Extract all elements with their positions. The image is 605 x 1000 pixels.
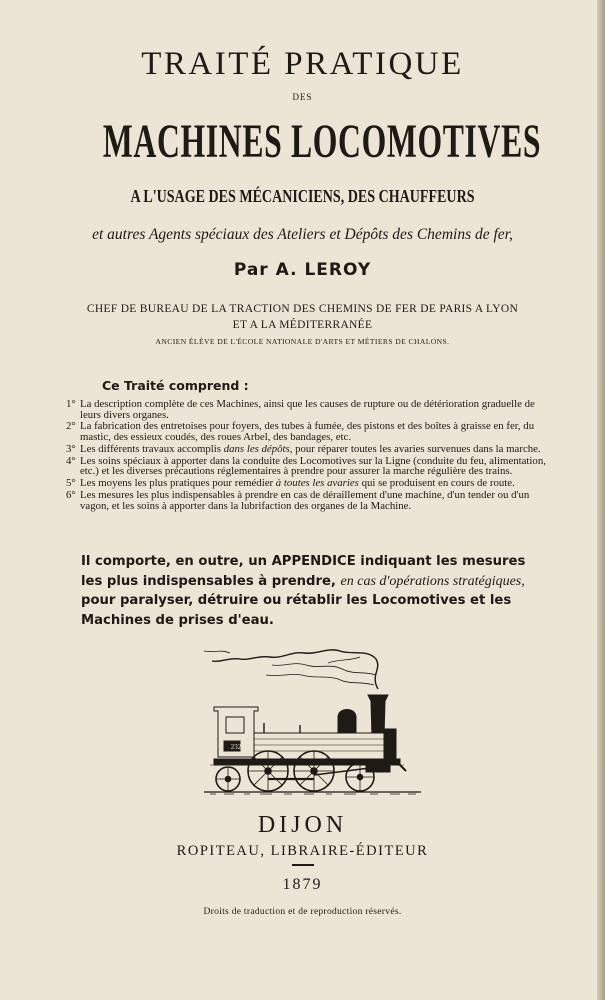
author-role-line2: ET A LA MÉDITERRANÉE xyxy=(232,319,373,331)
appendix-text-end: pour paralyser, détruire ou rétablir les Locomotives et les Machines de prises d'eau. xyxy=(81,593,512,628)
list-item-number: 5° xyxy=(66,477,76,490)
rights-notice: Droits de traduction et de reproduction réservés. xyxy=(203,907,402,917)
list-item xyxy=(66,399,556,420)
list-item-number: 2° xyxy=(66,420,76,433)
list-item-number: 1° xyxy=(66,398,76,410)
author-role-line1: CHEF DE BUREAU DE LA TRACTION DES CHEMINS DE FER DE PARIS A LYON xyxy=(86,303,519,315)
appendix-paragraph xyxy=(81,552,543,630)
list-item-emphasis: à toutes les avaries xyxy=(275,477,359,490)
divider xyxy=(292,864,314,866)
list-item-number: 4° xyxy=(66,454,76,467)
list-item-text-end: , pour réparer toutes les avaries survenues dans la marche. xyxy=(289,442,541,455)
subtitle-usage: A L'USAGE DES MÉCANICIENS, DES CHAUFFEURS xyxy=(130,186,475,206)
publication-year: 1879 xyxy=(282,876,323,893)
list-item-text: La description complète de ces Machines, ainsi que les causes de rupture ou de détérioration graduelle de leurs divers organes. xyxy=(80,398,535,421)
list-item-number: 6° xyxy=(66,489,76,502)
list-item-text: Les mesures les plus indispensables à prendre en cas de déraillement d'une machine, d'un tender ou d'un vagon, et les soins à apporter dans la lubrifaction des organes de la Machine. xyxy=(80,489,530,512)
list-item-text: Les soins spéciaux à apporter dans la conduite des Locomotives sur la Ligne (conduite du feu, alimentation, etc.) et les diverses précautions réglementaires à prendre pour assurer la marche régulière des trains. xyxy=(80,454,546,478)
author-byline: Par A. LEROY xyxy=(233,260,372,280)
list-item xyxy=(66,456,556,477)
locomotive-engraving-icon xyxy=(200,645,425,795)
list-item xyxy=(66,421,556,442)
publisher-name: ROPITEAU, LIBRAIRE-ÉDITEUR xyxy=(176,843,429,859)
list-item-text: Les moyens les plus pratiques pour remédier xyxy=(80,477,276,490)
main-title: MACHINES LOCOMOTIVES xyxy=(102,115,542,168)
contents-heading: Ce Traité comprend : xyxy=(102,378,249,393)
publisher-city: DIJON xyxy=(257,812,348,838)
subtitle-agents: et autres Agents spéciaux des Ateliers et Dépôts des Chemins de fer, xyxy=(92,226,513,243)
list-item-emphasis: dans les dépôts xyxy=(223,442,290,455)
author-role xyxy=(0,301,605,333)
list-item-text: Les différents travaux accomplis xyxy=(80,442,224,455)
list-item-number: 3° xyxy=(66,442,76,455)
author-school: ANCIEN ÉLÈVE DE L'ÉCOLE NATIONALE D'ARTS ET MÉTIERS DE CHALONS. xyxy=(155,337,450,346)
appendix-text: Il comporte, en outre, un APPENDICE indiquant les mesures les plus indispensables à prendre, xyxy=(81,554,526,589)
appendix-emphasis: en cas d'opérations stratégiques, xyxy=(340,573,525,589)
title-line-des: DES xyxy=(292,92,313,102)
contents-list xyxy=(66,399,556,513)
list-item xyxy=(66,444,556,455)
list-item-text: La fabrication des entretoises pour foyers, des tubes à fumée, des pistons et des boîtes à graisse en fer, du mastic, des essieux coudés, des roues Arbel, des bandages, etc. xyxy=(80,420,535,444)
list-item-text-end: qui se produisent en cours de route. xyxy=(358,477,515,490)
list-item xyxy=(66,478,556,489)
plate-number: 232 xyxy=(230,743,242,751)
title-line-traite: TRAITÉ PRATIQUE xyxy=(141,46,464,82)
list-item xyxy=(66,490,556,511)
